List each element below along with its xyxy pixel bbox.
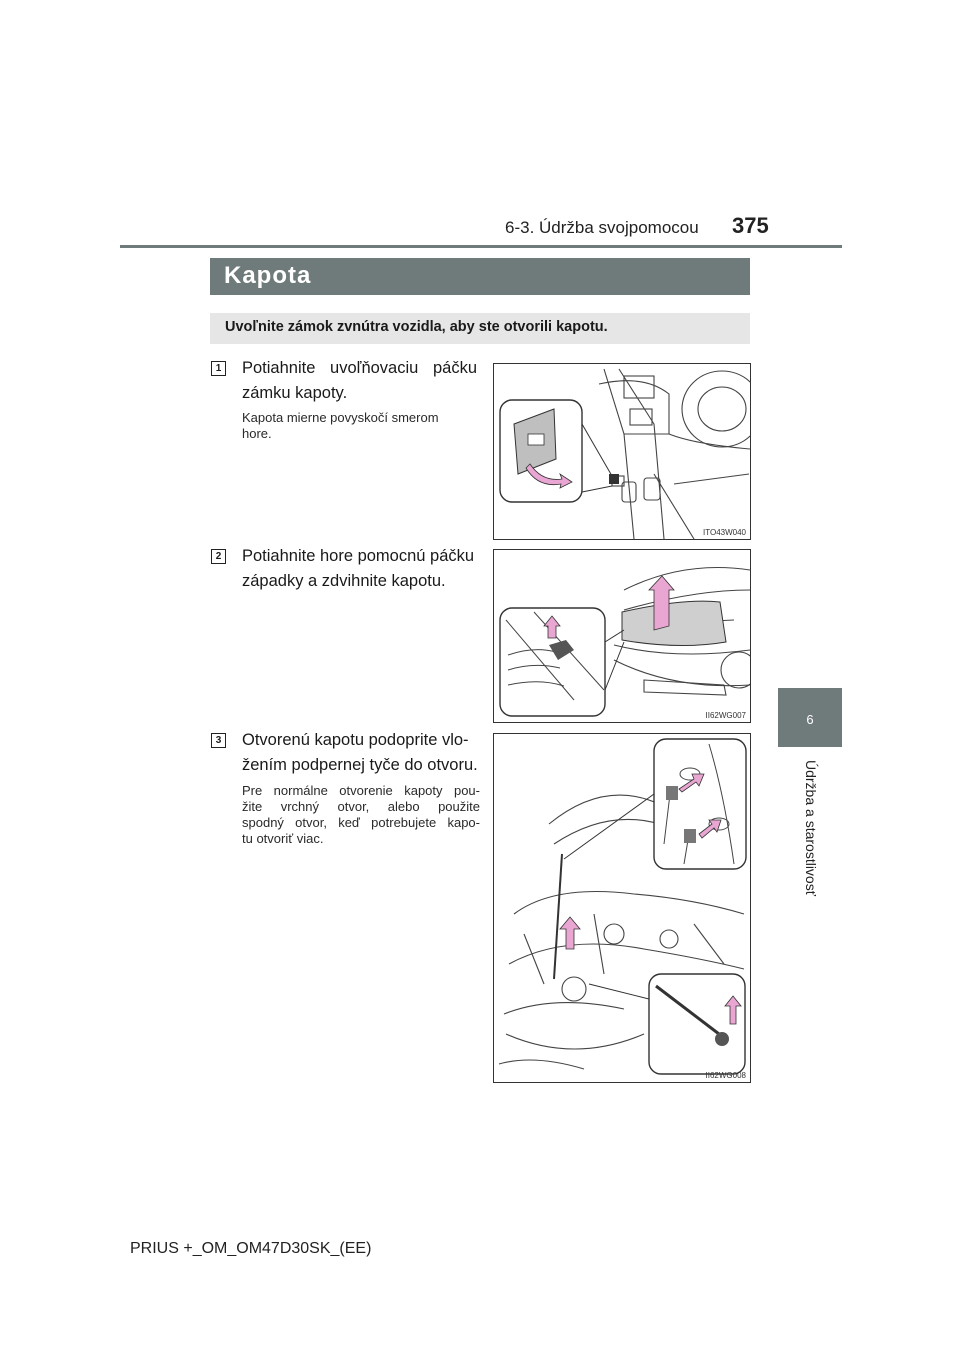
step-instruction — [242, 728, 482, 778]
chapter-title: Údržba a starostlivosť — [803, 760, 819, 896]
step-number-badge: 1 — [211, 361, 226, 376]
step-instruction — [242, 356, 477, 406]
step-note-line: spodný otvor, keď potrebujete kapo- — [242, 815, 480, 830]
step-instruction-line: Otvorenú kapotu podoprite vlo- — [242, 731, 469, 749]
step-note-line: tu otvoriť viac. — [242, 831, 324, 846]
figure-code: II62WG008 — [705, 1071, 746, 1080]
figure-code: ITO43W040 — [703, 528, 746, 537]
step-note-line: Pre normálne otvorenie kapoty pou- — [242, 783, 480, 798]
hood-release-lever-drawing — [494, 364, 750, 539]
step-note-line: hore. — [242, 426, 272, 441]
document-id: PRIUS +_OM_OM47D30SK_(EE) — [130, 1240, 372, 1257]
hood-latch-lift-illustration — [493, 549, 751, 723]
step-number-badge: 2 — [211, 549, 226, 564]
hood-support-rod-illustration — [493, 733, 751, 1083]
hood-support-rod-drawing — [494, 734, 750, 1082]
header-rule — [120, 245, 842, 248]
section-title: 6-3. Údržba svojpomocou — [505, 218, 699, 237]
page-number: 375 — [732, 213, 769, 238]
figure-code: II62WG007 — [705, 711, 746, 720]
step-note-line: Kapota mierne povyskočí smerom — [242, 410, 439, 425]
step-instruction-line: Potiahnite hore pomocnú páčku — [242, 547, 475, 565]
step-instruction-line: západky a zdvihnite kapotu. — [242, 572, 446, 590]
step-instruction-line: Potiahnite uvoľňovaciu páčku — [242, 359, 477, 377]
hood-release-lever-illustration — [493, 363, 751, 540]
step-instruction-line: zámku kapoty. — [242, 384, 348, 402]
step-instruction-line: žením podpernej tyče do otvoru. — [242, 756, 478, 774]
step-number-badge: 3 — [211, 733, 226, 748]
hood-latch-lift-drawing — [494, 550, 750, 722]
step-note — [242, 783, 480, 847]
step-note-line: žite vrchný otvor, alebo použite — [242, 799, 480, 814]
step-note — [242, 410, 477, 442]
section-heading: Kapota — [224, 262, 312, 289]
step-instruction — [242, 544, 482, 594]
intro-text: Uvoľnite zámok zvnútra vozidla, aby ste otvorili kapotu. — [225, 319, 608, 335]
chapter-number: 6 — [806, 712, 814, 727]
